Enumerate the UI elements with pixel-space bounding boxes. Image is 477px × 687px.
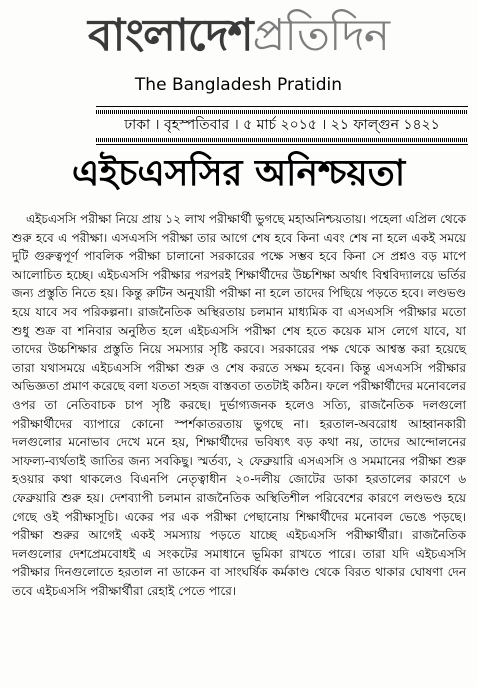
dateline-top-rule	[96, 106, 468, 107]
masthead-bengali-part1: বাংলাদেশ	[88, 10, 253, 61]
dateline-top-hatch	[96, 110, 468, 114]
article-paragraph: এইচএসসি পরীক্ষা নিয়ে প্রায় ১২ লাখ পরীক্ষার্থী ভুগছে মহাঅনিশ্চয়তায়। পহেলা এপ্রিল থেকে শুরু হবে এ পরীক্ষা। এসএসসি পরীক্ষা তার আগে শেষ হবে কিনা এবং শেষ না হলে একই সময়ে দুটি গুরুত্বপূর্ণ পাবলিক পরীক্ষা চালানো সরকারের পক্ষে সম্ভব হবে কিনা সে প্রশ্নও বড় মাপে আলোচিত হচ্ছে। এইচএসসি পরীক্ষার পরপরই শিক্ষার্থীদের উচ্চশিক্ষা অর্থাৎ বিশ্ববিদ্যালয়ে ভর্তির জন্য প্রস্তুতি নিতে হয়। কিন্তু রুটিন অনুযায়ী পরীক্ষা না হলে তাদের পিছিয়ে পড়তে হবে। লণ্ডভণ্ড হয়ে যাবে সব পরিকল্পনা। রাজনৈতিক অস্থিরতায় চলমান মাধ্যমিক বা এসএসসি পরীক্ষার মতো শুধু শুক্র বা শনিবার অনুষ্ঠিত হলে এইচএসসি পরীক্ষা শেষ হতে কয়েক মাস লেগে যাবে, যা তাদের উচ্চশিক্ষার প্রস্তুতি নিয়ে সমস্যার সৃষ্টি করবে। সরকারের পক্ষ থেকে আশ্বস্ত করা হয়েছে তারা যথাসময়ে এইচএসসি পরীক্ষা শুরু ও শেষ করতে সক্ষম হবেন। কিন্তু এসএসসি পরীক্ষার অভিজ্ঞতা প্রমাণ করেছে বলা যততা সহজ বাস্তবতা ততটাই কঠিন। ফলে পরীক্ষার্থীদের মনোবলের ওপর তা নেতিবাচক চাপ সৃষ্টি করছে। দুর্ভাগ্যজনক হলেও সত্যি, রাজনৈতিক দলগুলো পরীক্ষার্থীদের ব্যাপারে কোনো স্পর্শকাতরতায় ভুগছে না। হরতাল-অবরোধ আহ্বানকারী দলগুলোর মনোভাব দেখে মনে হয়, শিক্ষার্থীদের ভবিষ্যৎ বড় কথা নয়, তাদের আন্দোলনের সাফল্য-ব্যর্থতাই জাতির জন্য সবকিছু। স্মর্তব্য, ২ ফেব্রুয়ারি এসএসসি ও সমমানের পরীক্ষা শুরু হওয়ার কথা থাকলেও বিএনপি নেতৃত্বাধীন ২০-দলীয় জোটের ডাকা হরতালের কারণে ৬ ফেব্রুয়ারি শুরু হয়। দেশব্যাপী চলমান রাজনৈতিক অস্থিতিশীল পরিবেশের কারণে লণ্ডভণ্ড হয়ে গেছে ওই পরীক্ষাসূচি। একের পর এক পরীক্ষা পেছানোয় শিক্ষার্থীদের মনোবল ভেঙে পড়ছে। পরীক্ষা শুরুর আগেই একই সমস্যায় পড়তে যাচ্ছে এইচএসসি পরীক্ষার্থীরা। রাজনৈতিক দলগুলোর দেশপ্রেমবোধই এ সংকটের সমাধানে ভূমিকা রাখতে পারে। তারা যদি এইচএসসি পরীক্ষার দিনগুলোতে হরতাল না ডাকেন বা সাংঘর্ষিক কর্মকাণ্ড থেকে বিরত থাকার ঘোষণা দেন তবে এইচএসসি পরীক্ষার্থীরা রেহাই পেতে পারে।	[12, 212, 466, 598]
dateline: ঢাকা । বৃহস্পতিবার । ৫ মার্চ ২০১৫ । ২১ ফাল্গুন ১৪২১	[124, 117, 440, 133]
masthead-english: The Bangladesh Pratidin	[134, 75, 343, 95]
masthead-bengali-part2: প্রতিদিন	[252, 10, 389, 61]
article-headline: এইচএসসির অনিশ্চয়তা	[71, 153, 406, 194]
dateline-bottom-hatch	[96, 138, 468, 142]
dateline-bottom-rule	[96, 144, 468, 145]
masthead-bengali	[0, 10, 477, 62]
article-body	[12, 210, 466, 600]
